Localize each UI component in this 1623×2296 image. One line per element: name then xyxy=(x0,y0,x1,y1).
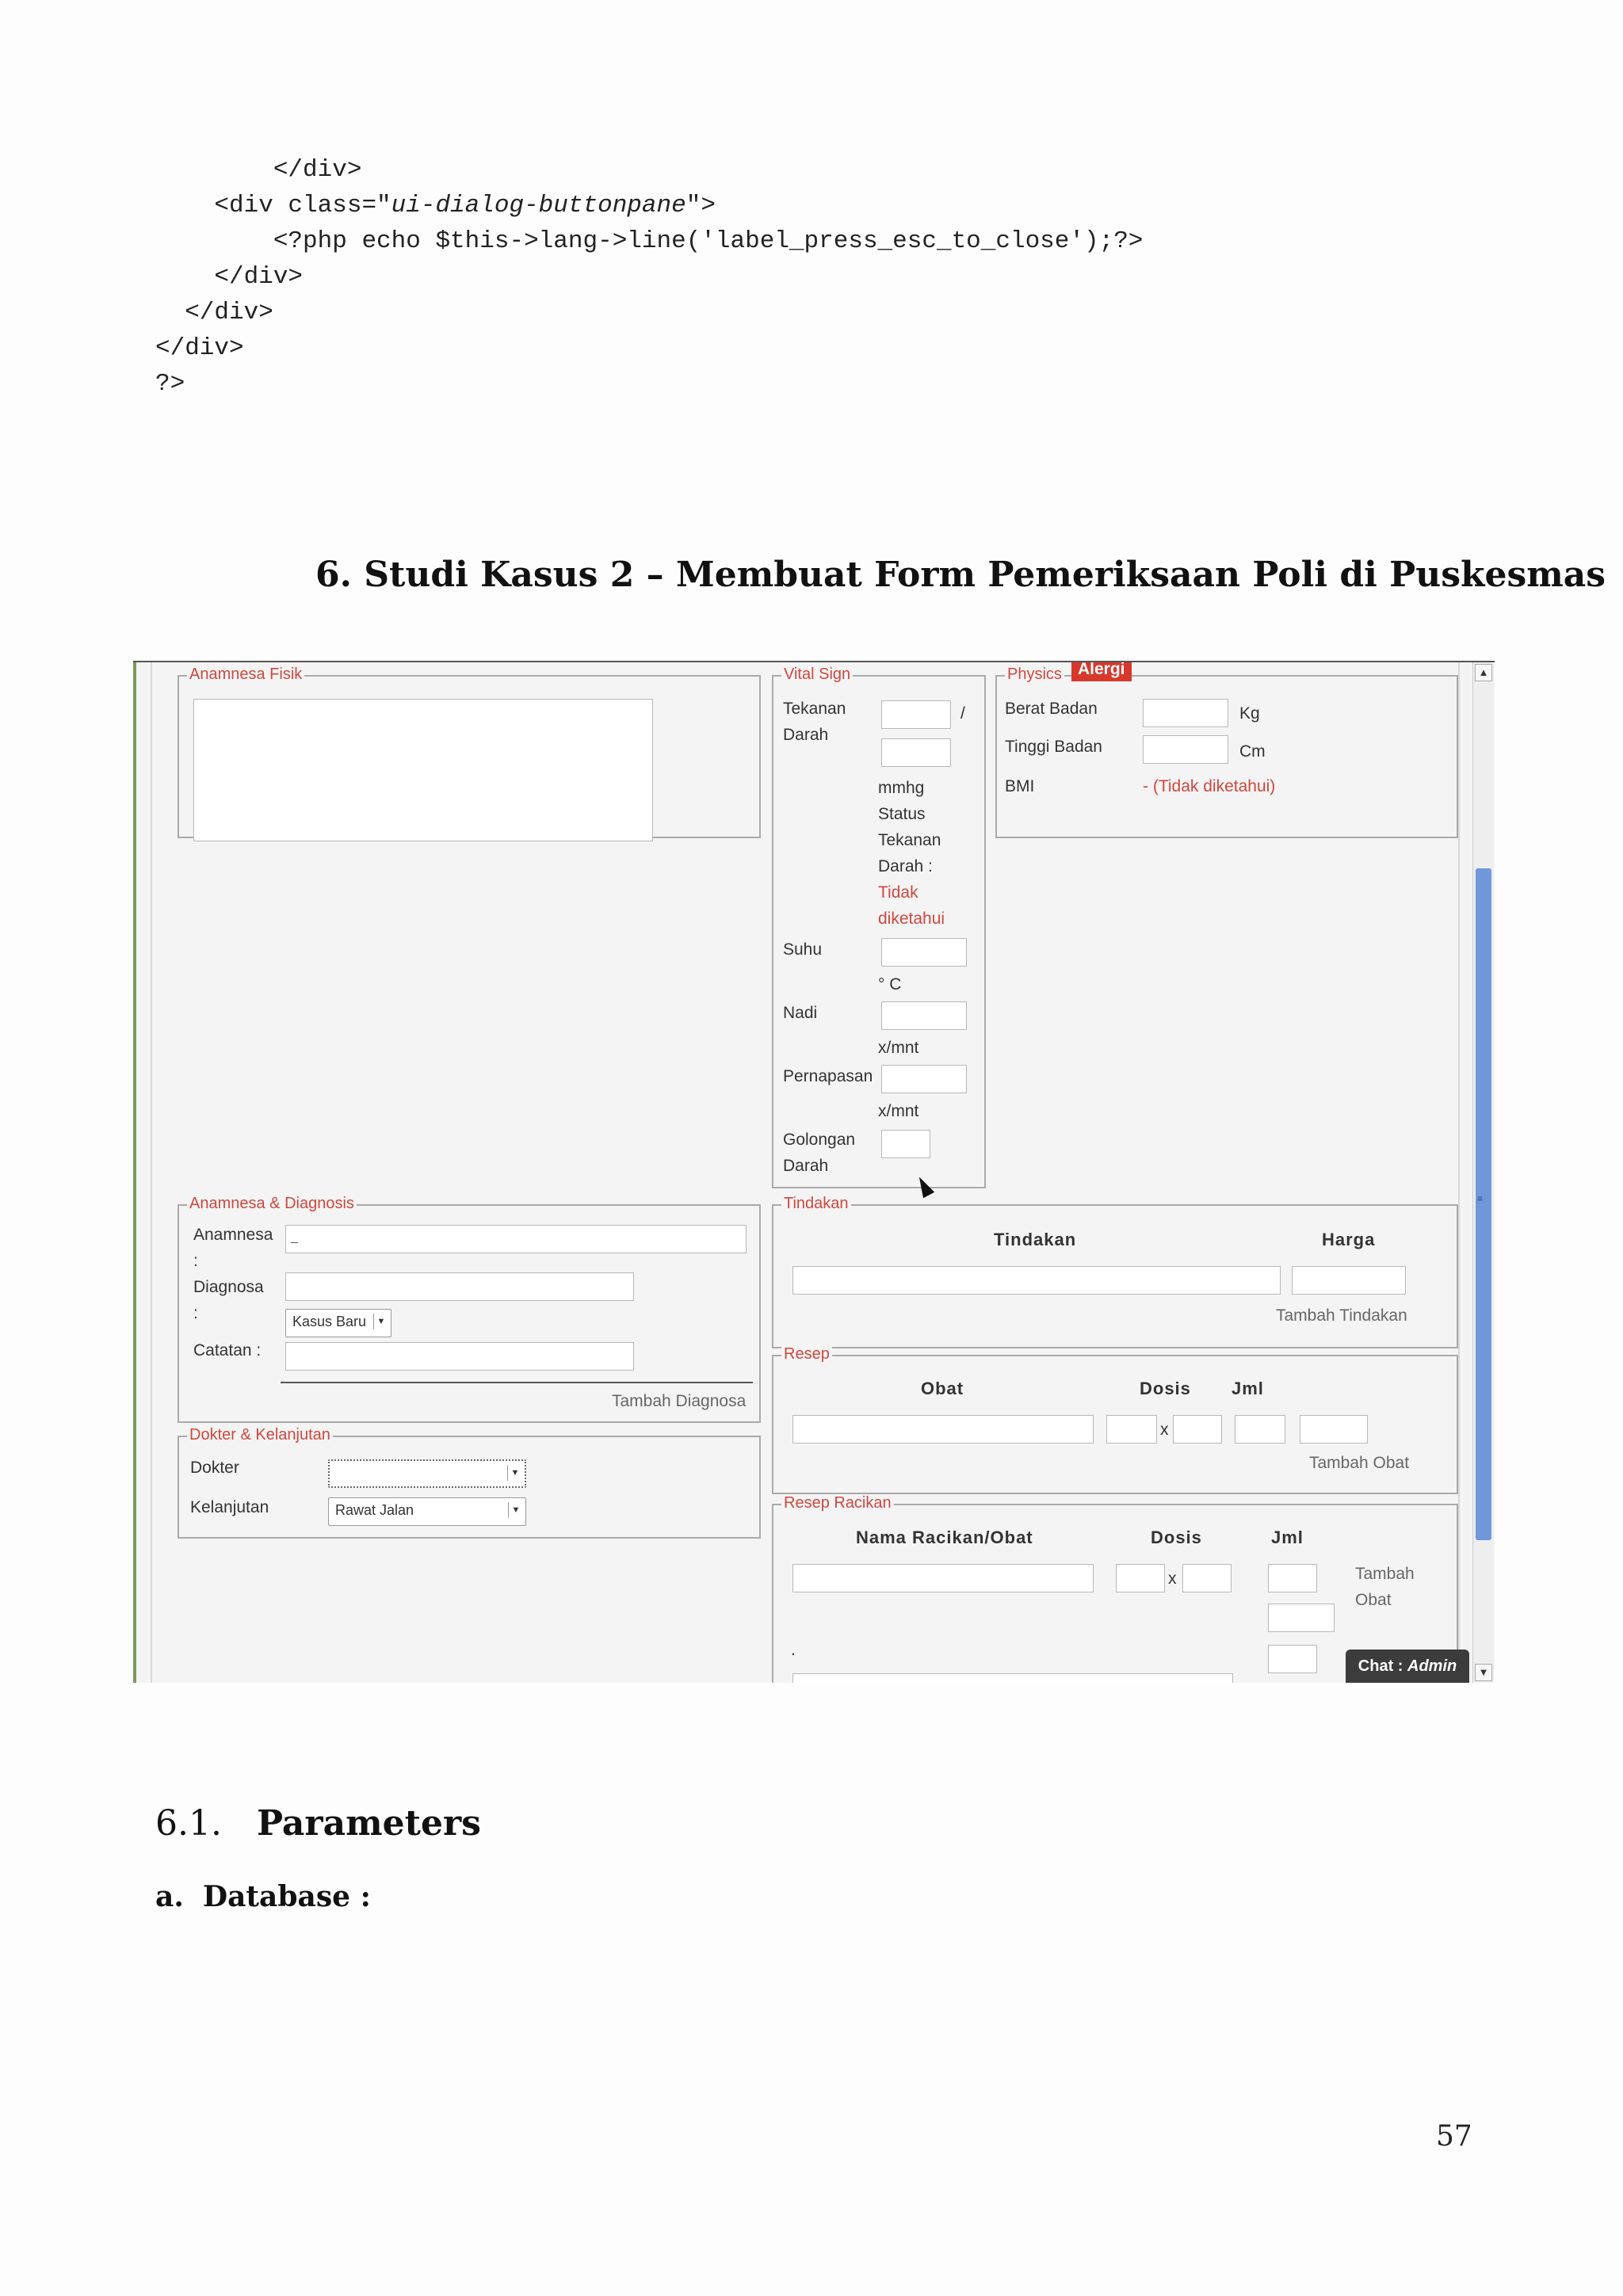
subsection-number: 6.1. xyxy=(155,1803,222,1844)
code-line: <?php echo $this->lang->line('label_press_esc_to_close');?> xyxy=(155,227,1144,255)
anamnesa-fisik-textarea[interactable] xyxy=(193,699,653,841)
legend: Resep xyxy=(781,1345,832,1363)
unit: x/mnt xyxy=(878,1039,919,1057)
legend: Vital Sign xyxy=(781,666,853,684)
unit: mmhg xyxy=(878,779,925,797)
unit: x/mnt xyxy=(878,1102,919,1120)
scroll-thumb[interactable] xyxy=(1476,868,1491,1540)
golongan-darah-input[interactable] xyxy=(881,1130,930,1158)
legend: Dokter & Kelanjutan xyxy=(187,1426,333,1444)
label: Status xyxy=(878,805,926,823)
resep-fieldset xyxy=(772,1345,1458,1494)
extra-input[interactable] xyxy=(1300,1415,1368,1444)
nama-racikan-input[interactable] xyxy=(792,1673,1233,1683)
column-header: Dosis xyxy=(1151,1527,1202,1547)
subsub-title: Database : xyxy=(202,1880,371,1913)
unit: Kg xyxy=(1239,704,1260,723)
selected-value: Kasus Baru xyxy=(292,1314,367,1329)
chevron-down-icon: ▼ xyxy=(373,1314,388,1329)
multiply-sign: x xyxy=(1168,1569,1177,1588)
label: Golongan xyxy=(783,1131,856,1149)
status-value: Tidak xyxy=(878,883,918,902)
scroll-down-icon[interactable]: ▼ xyxy=(1475,1664,1492,1681)
code-line: </div> xyxy=(155,263,304,291)
suhu-input[interactable] xyxy=(881,938,967,967)
chevron-down-icon: ▼ xyxy=(508,1502,523,1518)
label: Diagnosa xyxy=(193,1278,264,1296)
label: Suhu xyxy=(783,940,823,959)
grip-icon: ≡ xyxy=(1477,1193,1484,1204)
code-line: "> xyxy=(685,192,716,219)
column-header: Obat xyxy=(921,1379,964,1398)
legend: Physics xyxy=(1005,666,1064,684)
legend: Anamnesa Fisik xyxy=(187,666,304,684)
tinggi-input[interactable] xyxy=(1143,735,1228,764)
right-divider xyxy=(1458,662,1460,1683)
subsubsection-heading xyxy=(155,1880,371,1913)
physics-fieldset xyxy=(995,661,1458,838)
label: Dokter xyxy=(190,1459,239,1477)
bullet: . xyxy=(791,1641,796,1659)
multiply-sign: x xyxy=(1160,1421,1169,1439)
tindakan-fieldset xyxy=(772,1195,1458,1348)
tambah-obat-link[interactable]: Obat xyxy=(1355,1591,1392,1609)
legend: Anamnesa & Diagnosis xyxy=(187,1195,357,1213)
jml-input[interactable] xyxy=(1268,1645,1317,1673)
vital-sign-fieldset xyxy=(772,666,986,1188)
slash: / xyxy=(960,704,965,723)
code-line: </div> xyxy=(155,334,244,362)
catatan-input[interactable] xyxy=(285,1342,634,1371)
obat-input[interactable] xyxy=(792,1415,1094,1444)
code-line: </div> xyxy=(155,156,362,184)
tambah-diagnosa-link[interactable]: Tambah Diagnosa xyxy=(612,1392,747,1410)
scroll-up-icon[interactable]: ▲ xyxy=(1475,664,1492,681)
label: : xyxy=(193,1304,198,1322)
column-header: Dosis xyxy=(1140,1379,1191,1398)
tambah-obat-link[interactable]: Tambah xyxy=(1355,1565,1415,1583)
dokter-kelanjutan-fieldset xyxy=(178,1426,761,1539)
harga-input[interactable] xyxy=(1292,1266,1406,1295)
legend: Resep Racikan xyxy=(781,1494,894,1512)
unit: ° C xyxy=(878,975,902,994)
dosis-times-input[interactable] xyxy=(1173,1415,1222,1444)
chevron-down-icon: ▼ xyxy=(507,1465,522,1481)
dosis-input[interactable] xyxy=(1106,1415,1157,1444)
subsection-title: Parameters xyxy=(256,1803,481,1844)
code-listing xyxy=(155,152,1143,402)
subsub-letter: a. xyxy=(155,1880,184,1913)
page-number: 57 xyxy=(1436,2120,1472,2153)
label: Berat Badan xyxy=(1005,700,1098,718)
vertical-scrollbar[interactable] xyxy=(1472,662,1494,1683)
jml-extra-input[interactable] xyxy=(1268,1604,1335,1632)
anamnesa-diagnosis-fieldset xyxy=(178,1195,761,1423)
nadi-input[interactable] xyxy=(881,1001,967,1030)
label: Tinggi Badan xyxy=(1005,738,1102,756)
status-value: diketahui xyxy=(878,910,945,928)
anamnesa-input[interactable]: _ xyxy=(285,1225,747,1253)
chat-label: Chat : xyxy=(1358,1657,1407,1675)
label: Anamnesa xyxy=(193,1226,273,1244)
selected-value: Rawat Jalan xyxy=(335,1502,414,1518)
berat-input[interactable] xyxy=(1143,699,1228,727)
kasus-select[interactable] xyxy=(285,1309,391,1337)
subsection-heading xyxy=(155,1803,481,1844)
label: Tekanan xyxy=(783,700,846,718)
code-class-value: ui-dialog-buttonpane xyxy=(391,192,686,219)
label: Darah xyxy=(783,726,829,744)
tambah-obat-link[interactable]: Tambah Obat xyxy=(1309,1454,1410,1472)
chat-button[interactable] xyxy=(1346,1650,1469,1683)
kelanjutan-select[interactable] xyxy=(328,1497,526,1526)
form-screenshot xyxy=(133,661,1495,1683)
column-header: Jml xyxy=(1271,1527,1304,1547)
left-divider xyxy=(151,662,152,1683)
pernapasan-input[interactable] xyxy=(881,1065,967,1093)
label: Darah xyxy=(783,1157,829,1175)
systolic-input[interactable] xyxy=(881,700,951,729)
left-border xyxy=(133,662,136,1683)
tambah-tindakan-link[interactable]: Tambah Tindakan xyxy=(1276,1306,1407,1325)
diastolic-input[interactable] xyxy=(881,738,951,767)
column-header: Nama Racikan/Obat xyxy=(856,1527,1033,1547)
label: : xyxy=(193,1252,198,1270)
anamnesa-fisik-fieldset xyxy=(178,666,761,838)
jml-input[interactable] xyxy=(1268,1564,1317,1592)
nama-racikan-input[interactable] xyxy=(792,1564,1094,1592)
code-line: <div class=" xyxy=(155,192,391,219)
label: Tekanan xyxy=(878,831,941,849)
dosis-input[interactable] xyxy=(1116,1564,1165,1592)
label: Nadi xyxy=(783,1004,818,1022)
diagnosa-input[interactable] xyxy=(285,1272,634,1301)
label: Catatan : xyxy=(193,1341,262,1360)
label: Darah : xyxy=(878,857,933,875)
unit: Cm xyxy=(1239,742,1266,761)
bmi-value: - (Tidak diketahui) xyxy=(1143,777,1276,795)
divider xyxy=(281,1382,753,1383)
alergi-button[interactable]: Alergi xyxy=(1071,661,1132,681)
tindakan-input[interactable] xyxy=(792,1266,1281,1295)
column-header: Harga xyxy=(1322,1230,1376,1249)
code-line: ?> xyxy=(155,370,185,398)
dokter-select[interactable] xyxy=(328,1459,526,1488)
section-heading: 6. Studi Kasus 2 – Membuat Form Pemeriksaan Poli di Puskesmas xyxy=(315,555,1606,595)
label: BMI xyxy=(1005,777,1035,795)
dosis-times-input[interactable] xyxy=(1182,1564,1232,1592)
column-header: Jml xyxy=(1232,1379,1264,1398)
label: Pernapasan xyxy=(783,1067,873,1085)
label: Kelanjutan xyxy=(190,1498,269,1516)
legend: Tindakan xyxy=(781,1195,851,1213)
column-header: Tindakan xyxy=(994,1230,1077,1249)
jml-input[interactable] xyxy=(1235,1415,1285,1444)
chat-user: Admin xyxy=(1407,1657,1457,1675)
code-line: </div> xyxy=(155,299,273,326)
